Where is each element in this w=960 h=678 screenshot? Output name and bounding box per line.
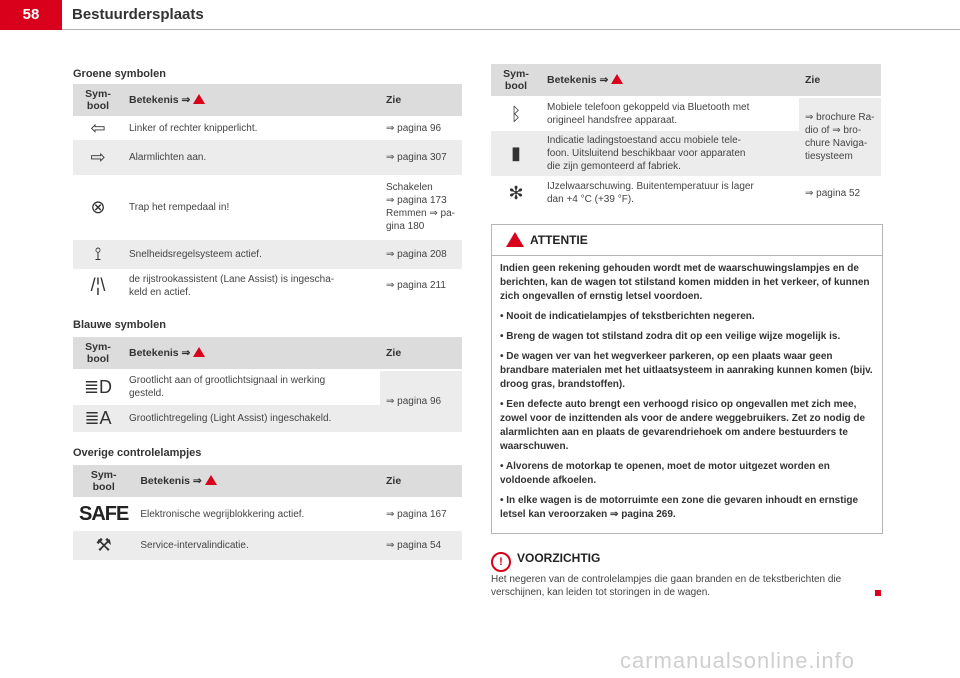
turn-right-arrow-icon: ⇨ bbox=[73, 139, 123, 175]
col-meaning-header: Betekenis ⇒ bbox=[123, 84, 380, 117]
light-assist-icon: ≣A bbox=[73, 404, 123, 432]
col-meaning-header: Betekenis ⇒ bbox=[123, 337, 380, 370]
warning-icon bbox=[193, 347, 205, 357]
voorzichtig-heading bbox=[491, 551, 600, 572]
col-meaning-header: Betekenis ⇒ bbox=[134, 465, 380, 498]
page-number: 58 bbox=[0, 0, 62, 30]
cruise-control-icon: ⟟ bbox=[73, 239, 123, 269]
col-see-header: Zie bbox=[380, 84, 462, 117]
meaning-cell: Service-intervalindicatie. bbox=[134, 530, 380, 560]
col-see-header: Zie bbox=[380, 337, 462, 370]
attentie-bullet: • De wagen ver van het wegverkeer parkeren, op een plaats waar geen brandbare materialen met het uitlaatsysteem in aanraking kunnen komen (bijv. droog gras, brandstoffen). bbox=[500, 351, 873, 390]
meaning-cell: Alarmlichten aan. bbox=[123, 139, 380, 175]
phone-battery-icon: ▮ bbox=[491, 131, 541, 177]
warning-icon bbox=[611, 74, 623, 84]
right-symbols-table bbox=[491, 64, 881, 210]
table-row bbox=[491, 177, 881, 210]
lane-assist-icon: /¦\ bbox=[73, 269, 123, 302]
ice-warning-icon: ✻ bbox=[491, 177, 541, 210]
warning-icon bbox=[193, 94, 205, 104]
col-see-header: Zie bbox=[799, 64, 881, 97]
voorzichtig-body: Het negeren van de controlelampjes die gaan branden en de tekstberichten die verschijnen, kan leiden tot storingen in de wagen. bbox=[491, 574, 842, 598]
see-cell: ⇒ pagina 96 bbox=[380, 117, 462, 139]
attentie-bullet: • In elke wagen is de motorruimte een zone die gevaren inhoudt en ernstige letsel kan veroorzaken ⇒ pagina 269. bbox=[500, 495, 859, 520]
see-cell: ⇒ pagina 307 bbox=[380, 139, 462, 175]
table-row bbox=[491, 97, 881, 131]
table-row bbox=[73, 239, 462, 269]
attentie-box bbox=[491, 224, 883, 534]
meaning-cell: Grootlicht aan of grootlichtsignaal in werking gesteld. bbox=[123, 370, 380, 404]
see-cell: ⇒ pagina 167 bbox=[380, 498, 462, 530]
table-row bbox=[73, 117, 462, 139]
brake-pedal-icon: ⊗ bbox=[73, 175, 123, 239]
attentie-body bbox=[492, 256, 882, 534]
see-cell: Schakelen ⇒ pagina 173 Remmen ⇒ pa- gina 180 bbox=[380, 175, 462, 239]
see-cell: ⇒ pagina 211 bbox=[380, 269, 462, 302]
see-cell: ⇒ pagina 52 bbox=[799, 177, 881, 210]
meaning-cell: de rijstrookassistent (Lane Assist) is ingescha- keld en actief. bbox=[123, 269, 380, 302]
col-symbol-header: Sym- bool bbox=[491, 64, 541, 97]
page-header bbox=[0, 0, 960, 30]
attentie-bullet: • Alvorens de motorkap te openen, moet de motor uitgezet worden en voldoende afkoelen. bbox=[500, 461, 830, 486]
turn-left-arrow-icon: ⇦ bbox=[73, 117, 123, 139]
attentie-header bbox=[492, 225, 882, 256]
caution-icon: ! bbox=[491, 552, 511, 572]
voorzichtig-text bbox=[491, 573, 881, 599]
green-symbols-table bbox=[73, 84, 462, 303]
warning-icon bbox=[506, 232, 524, 247]
header-rule bbox=[62, 29, 960, 30]
table-row bbox=[73, 175, 462, 239]
col-meaning-header: Betekenis ⇒ bbox=[541, 64, 799, 97]
blue-section-title: Blauwe symbolen bbox=[73, 319, 166, 331]
attentie-bullet: • Nooit de indicatielampjes of tekstberichten negeren. bbox=[500, 311, 755, 322]
meaning-cell: Grootlichtregeling (Light Assist) ingeschakeld. bbox=[123, 404, 380, 432]
warning-icon bbox=[205, 475, 217, 485]
attentie-intro: Indien geen rekening gehouden wordt met de waarschuwingslampjes en de berichten, kan de wagen tot stilstand komen midden in het verkeer, of kunnen zich ongevallen of ernstig letsel voordoen. bbox=[500, 263, 870, 302]
table-row bbox=[73, 139, 462, 175]
section-end-mark bbox=[875, 590, 881, 596]
watermark: carmanualsonline.info bbox=[620, 648, 856, 673]
col-symbol-header: Sym- bool bbox=[73, 465, 134, 498]
meaning-cell: Snelheidsregelsysteem actief. bbox=[123, 239, 380, 269]
table-row bbox=[73, 530, 462, 560]
voorzichtig-title: VOORZICHTIG bbox=[517, 551, 601, 565]
see-cell: ⇒ pagina 208 bbox=[380, 239, 462, 269]
attentie-title: ATTENTIE bbox=[530, 233, 588, 247]
meaning-cell: Trap het rempedaal in! bbox=[123, 175, 380, 239]
high-beam-icon: ≣D bbox=[73, 370, 123, 404]
blue-symbols-table bbox=[73, 337, 462, 433]
table-row bbox=[73, 370, 462, 404]
wrench-icon: ⚒ bbox=[73, 530, 134, 560]
green-section-title: Groene symbolen bbox=[73, 68, 166, 80]
col-see-header: Zie bbox=[380, 465, 462, 498]
other-symbols-table bbox=[73, 465, 462, 561]
meaning-cell: Elektronische wegrijblokkering actief. bbox=[134, 498, 380, 530]
col-symbol-header: Sym- bool bbox=[73, 337, 123, 370]
safe-icon: SAFE bbox=[73, 498, 134, 530]
meaning-cell: IJzelwaarschuwing. Buitentemperatuur is lager dan +4 °C (+39 °F). bbox=[541, 177, 799, 210]
meaning-cell: Mobiele telefoon gekoppeld via Bluetooth met origineel handsfree apparaat. bbox=[541, 97, 799, 131]
bluetooth-phone-icon: ᛒ bbox=[491, 97, 541, 131]
other-section-title: Overige controlelampjes bbox=[73, 447, 202, 459]
table-row bbox=[73, 269, 462, 302]
meaning-cell: Indicatie ladingstoestand accu mobiele tele- foon. Uitsluitend beschikbaar voor apparaten die zijn gemonteerd af fabriek. bbox=[541, 131, 799, 177]
table-row bbox=[73, 498, 462, 530]
chapter-title: Bestuurdersplaats bbox=[72, 6, 204, 23]
see-cell: ⇒ pagina 96 bbox=[380, 370, 462, 432]
attentie-bullet: • Een defecte auto brengt een verhoogd risico op ongevallen met zich mee, zowel voor de inzittenden als voor de andere weggebruikers. Zet zo nodig de alarmlichten aan en plaats de gevarendriehoek om andere bestuurders te waarschuwen. bbox=[500, 399, 866, 452]
see-cell: ⇒ brochure Ra- dio of ⇒ bro- chure Naviga- tiesysteem bbox=[799, 97, 881, 177]
meaning-cell: Linker of rechter knipperlicht. bbox=[123, 117, 380, 139]
see-cell: ⇒ pagina 54 bbox=[380, 530, 462, 560]
attentie-bullet: • Breng de wagen tot stilstand zodra dit op een veilige wijze mogelijk is. bbox=[500, 331, 841, 342]
col-symbol-header: Sym- bool bbox=[73, 84, 123, 117]
